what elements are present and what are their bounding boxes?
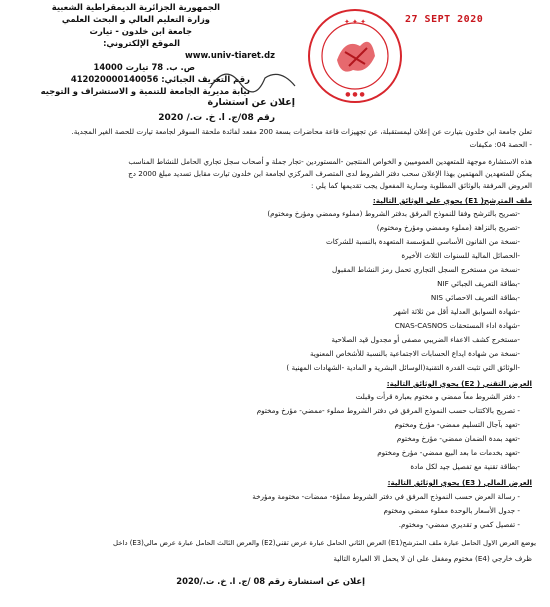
- list-item: -الوثائق التي تثبت القدرة التقنية(الوسائل البشرية و المادية -الشهادات المهنية ): [286, 363, 520, 372]
- list-item: - جدول الأسعار بالوحدة مملوء ممضي ومختوم: [383, 506, 520, 515]
- notice-paragraph-3: العروض المرفقة بالوثائق المطلوبة وسارية المفعول يجب تقديمها كما يلي :: [310, 181, 532, 190]
- svg-text:● ● ●: ● ● ●: [345, 91, 365, 98]
- list-item: - تفصيل كمي و تقديري ممضي- ومختوم.: [398, 520, 520, 529]
- section-heading-file: ملف المترشح( E1) يحوي على الوثائق التالية:: [372, 196, 532, 205]
- date-stamp: 27 SEPT 2020: [405, 14, 484, 25]
- list-item: -نسخة من شهادة ايداع الحسابات الاجتماعية بالنسبة للأشخاص المعنوية: [310, 349, 520, 358]
- university-stamp: [305, 4, 405, 108]
- list-item: -بطاقة التعريف الاحصائي NIS: [430, 293, 520, 302]
- list-item: -الحصائل المالية للسنوات الثلاث الأخيرة: [401, 251, 520, 260]
- header-republic: الجمهورية الجزائرية الديمقراطية الشعبية: [51, 2, 220, 12]
- header-directorate: نيابة مديرية الجامعة للتنمية و الاستشراف و التوجيه: [40, 86, 250, 96]
- svg-text:✦ ✦ ✦: ✦ ✦ ✦: [343, 18, 367, 26]
- closing-paragraph-2: ظرف خارجي (E4) مختوم ومغفل على ان لا يحمل الا العبارة التالية: [333, 554, 532, 563]
- list-item: -تعهد بمدة الضمان ممضي- مؤرخ ومختوم: [396, 434, 520, 443]
- closing-title-line: إعلان عن استشارة رقم 08 /ج. ا. خ. ت./2020: [176, 576, 365, 586]
- section-heading-financial: العرض المالي ( E3) يحوي الوثائق التالية:: [387, 478, 532, 487]
- list-item: -تصريح بالترشح وفقا للنموذج المرفق بدفتر الشروط (مملوء وممضي ومؤرخ ومختوم): [267, 209, 520, 218]
- list-item: - تصريح بالاكتتاب حسب النموذج المرفق في دفتر الشروط مملوء -ممضي- مؤرخ ومختوم: [256, 406, 520, 415]
- list-item: -تعهد بآجال التسليم ممضي- مؤرخ ومختوم: [394, 420, 520, 429]
- notice-lot: - الحصة 04: مكيفات: [469, 140, 532, 149]
- header-po-box: ص. ب. 78 تيارت 14000: [93, 62, 195, 72]
- list-item: -مستخرج كشف الاعفاء الضريبي مصفى أو مجدول قيد الصلاحية: [331, 335, 520, 344]
- closing-paragraph-1: يوضع العرض الاول الحامل عبارة ملف المترشح(E1) العرض الثاني الحامل عبارة عرض تقني(E2) والعرض الثالث الحامل عبارة عرض مالي(E3) داخل: [113, 539, 536, 547]
- header-tax-id: رقم التعريف الجبائي: 412020000140056: [70, 74, 250, 84]
- list-item: - رسالة العرض حسب النموذج المرفق في دفتر الشروط مملؤة- ممضات- مختومة ومؤرخة: [252, 492, 520, 501]
- list-item: -تصريح بالنزاهة (مملوء وممضي ومؤرخ ومختوم): [376, 223, 520, 232]
- list-item: -شهادة السوابق العدلية أقل من ثلاثة اشهر: [393, 307, 520, 316]
- list-item: -بطاقة تقنية مع تفصيل جيد لكل مادة: [410, 462, 520, 471]
- list-item: -تعهد بخدمات ما بعد البيع ممضي- مؤرخ ومختوم: [377, 448, 520, 457]
- notice-ref: رقم 08/ج. ا. خ. ت./ 2020: [158, 113, 275, 123]
- list-item: -نسخة من القانون الأساسي للمؤسسة المتعهدة بالنسبة للشركات: [325, 237, 520, 246]
- list-item: -بطاقة التعريف الجبائي NIF: [437, 279, 520, 288]
- notice-title: إعلان عن استشارة: [207, 97, 295, 108]
- header-website-label: الموقع الإلكتروني:: [103, 38, 180, 48]
- header-ministry: وزارة التعليم العالي و البحث العلمي: [61, 14, 210, 24]
- list-item: - دفتر الشروط معاً ممضي و مختوم بعبارة قرأت وقبلت: [355, 392, 520, 401]
- list-item: -نسخة من مستخرج السجل التجاري تحمل رمز النشاط المقبول: [332, 265, 520, 274]
- section-heading-technical: العرض التقني ( E2) يحوي الوثائق التالية:: [386, 379, 532, 388]
- notice-paragraph-2: يمكن للمتعهدين المهتمين بهذا الإعلان سحب دفتر الشروط لدى المتصرف المركزي لجامعة ابن خلدون تيارت مقابل تسديد مبلغ 2000 دج: [128, 169, 532, 178]
- list-item: -شهادة اداء المستحقات CNAS-CASNOS: [394, 321, 520, 330]
- header-website: www.univ-tiaret.dz: [185, 50, 275, 60]
- notice-paragraph-1: هذه الاستشارة موجهة للمتعهدين العموميين و الخواص المنتجين -المستوردين -تجار جملة و أصحاب سجل تجاري الحامل للنشاط المناسب: [128, 157, 532, 166]
- header-university: جامعة ابن خلدون - تيارت: [89, 26, 192, 36]
- notice-intro: تعلن جامعة ابن خلدون بتيارت عن إعلان ليمستقبلة، عن تجهيزات قاعة محاضرات بسعة 200 مقعد لفائدة ملحقة السوقر لجامعة تيارت للحصة الغير المجدية.: [71, 127, 532, 136]
